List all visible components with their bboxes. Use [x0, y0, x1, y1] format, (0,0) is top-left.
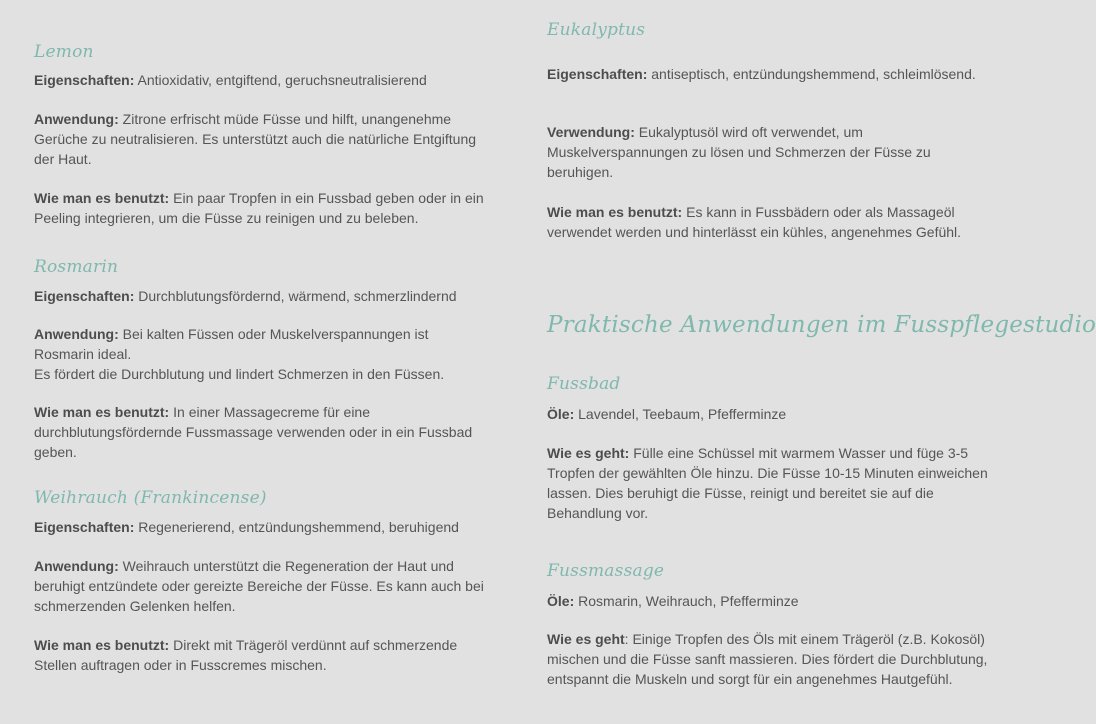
weihrauch-properties: Eigenschaften: Regenerierend, entzündungshemmend, beruhigend	[34, 519, 459, 535]
eukalyptus-application: Verwendung: Eukalyptusöl wird oft verwendet, um Muskelverspannungen zu lösen und Schmerzen der Füsse zu beruhigen.	[547, 124, 931, 180]
rosmarin-application: Anwendung: Bei kalten Füssen oder Muskelverspannungen ist Rosmarin ideal. Es fördert die Durchblutung und lindert Schmerzen in den Füssen.	[34, 326, 445, 382]
lemon-application: Anwendung: Zitrone erfrischt müde Füsse und hilft, unangenehme Gerüche zu neutralisieren. Es unterstützt auch die natürliche Entgiftung der Haut.	[34, 111, 477, 167]
fussmassage-how: Wie es geht: Einige Tropfen des Öls mit einem Trägeröl (z.B. Kokosöl) mischen und die Füsse sanft massieren. Dies fördert die Durchblutung, entspannt die Muskeln und sorgt für ein angenehmes Hautgefühl.	[547, 631, 988, 687]
fussmassage-oils: Öle: Rosmarin, Weihrauch, Pfefferminze	[547, 593, 799, 609]
weihrauch-heading: Weihrauch (Frankincense)	[34, 488, 267, 508]
fussbad-oils: Öle: Lavendel, Teebaum, Pfefferminze	[547, 406, 787, 422]
eukalyptus-usage: Wie man es benutzt: Es kann in Fussbädern oder als Massageöl verwendet werden und hinterlässt ein kühles, angenehmes Gefühl.	[547, 204, 962, 240]
lemon-usage: Wie man es benutzt: Ein paar Tropfen in ein Fussbad geben oder in ein Peeling integrieren, um die Füsse zu reinigen und zu beleben.	[34, 190, 484, 226]
eukalyptus-heading: Eukalyptus	[547, 20, 646, 40]
weihrauch-application: Anwendung: Weihrauch unterstützt die Regeneration der Haut und beruhigt entzündete oder gereizte Bereiche der Füsse. Es kann auch bei schmerzenden Gelenken helfen.	[34, 558, 484, 614]
lemon-properties: Eigenschaften: Antioxidativ, entgiftend, geruchsneutralisierend	[34, 72, 427, 88]
fussbad-heading: Fussbad	[547, 374, 621, 394]
fussmassage-heading: Fussmassage	[547, 561, 665, 581]
fussbad-how: Wie es geht: Fülle eine Schüssel mit warmem Wasser und füge 3-5 Tropfen der gewählten Öle hinzu. Die Füsse 10-15 Minuten einweichen lassen. Dies beruhigt die Füsse, reinigt und bereitet sie auf die Behandlung vor.	[547, 445, 988, 521]
lemon-heading: Lemon	[34, 42, 94, 62]
section-title: Praktische Anwendungen im Fusspflegestudio	[547, 312, 1096, 338]
rosmarin-usage: Wie man es benutzt: In einer Massagecreme für eine durchblutungsfördernde Fussmassage verwenden oder in ein Fussbad geben.	[34, 404, 473, 460]
rosmarin-properties: Eigenschaften: Durchblutungsfördernd, wärmend, schmerzlindernd	[34, 288, 457, 304]
eukalyptus-properties: Eigenschaften: antiseptisch, entzündungshemmend, schleimlösend.	[547, 66, 976, 82]
rosmarin-heading: Rosmarin	[34, 257, 119, 277]
weihrauch-usage: Wie man es benutzt: Direkt mit Trägeröl verdünnt auf schmerzende Stellen auftragen oder in Fusscremes mischen.	[34, 637, 458, 673]
